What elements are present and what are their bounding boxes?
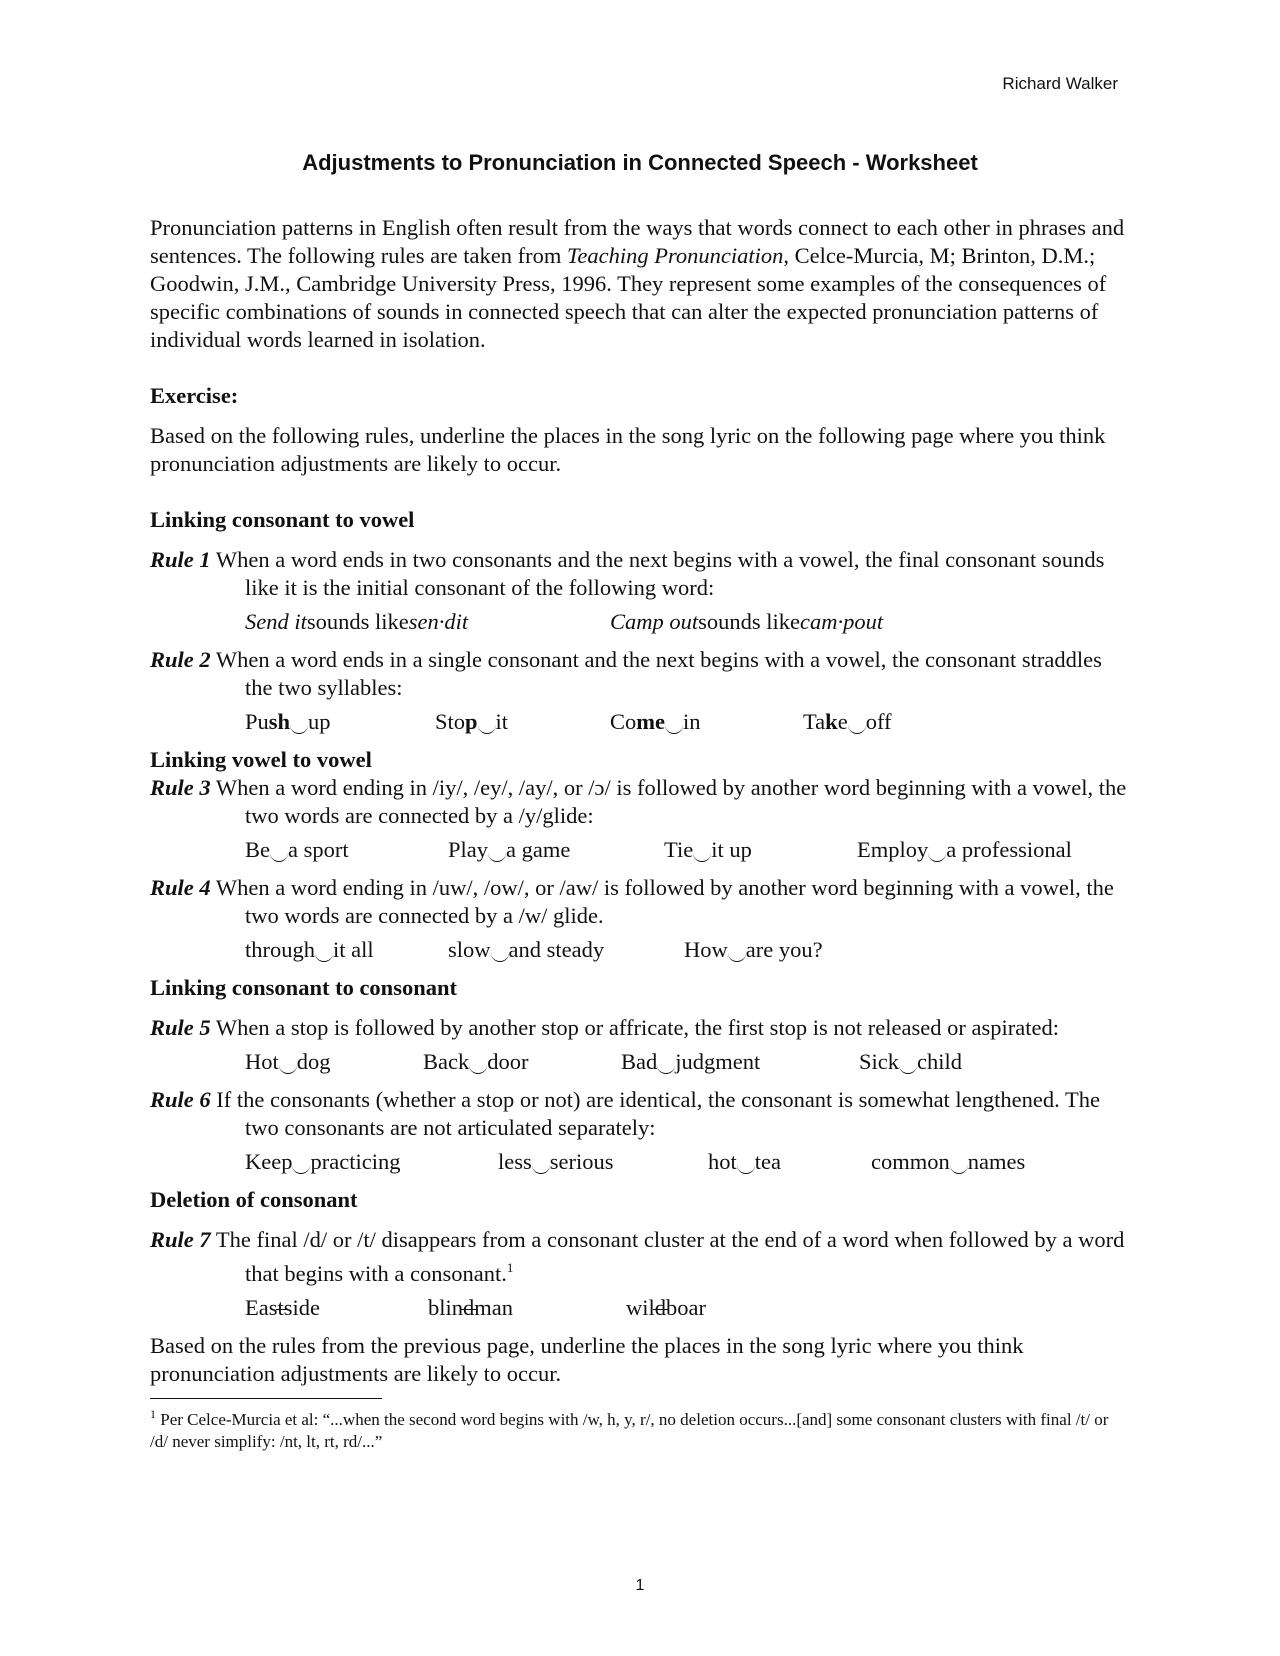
rule-6-examples (150, 1148, 1130, 1176)
rule-label: Rule 2 (150, 647, 211, 672)
rule-text: When a word ends in a single consonant and the next begins with a vowel, the consonant straddles the two syllables: (210, 647, 1102, 700)
link-mark (848, 717, 866, 729)
deleted-letter: t (277, 1295, 284, 1320)
link-mark (665, 717, 683, 729)
rule-text: When a stop is followed by another stop or affricate, the first stop is not released or aspirated: (210, 1015, 1059, 1040)
link-mark (657, 1057, 675, 1069)
example-part: blin (428, 1295, 464, 1320)
example-result: sen·dit (408, 609, 469, 634)
example (428, 1294, 626, 1322)
example-part: Employ (857, 837, 929, 862)
example (859, 1048, 962, 1076)
link-mark (532, 1157, 550, 1169)
example-connector: sounds like (306, 609, 409, 634)
example-part: Play (448, 837, 489, 862)
page-number: 1 (635, 1577, 645, 1594)
link-mark (693, 845, 711, 857)
example (448, 936, 684, 964)
link-mark (491, 945, 509, 957)
example-part: up (308, 709, 331, 734)
example-part: e (837, 709, 848, 734)
example-part: and steady (508, 937, 605, 962)
example-part: judgment (675, 1049, 761, 1074)
rule-5 (150, 1014, 1130, 1042)
example (245, 708, 435, 736)
rule-label: Rule 6 (150, 1087, 211, 1112)
rule-3 (150, 774, 1130, 830)
example (245, 1048, 423, 1076)
example-part: Co (610, 709, 637, 734)
rule-1 (150, 546, 1130, 602)
rule-1-examples (150, 608, 1130, 636)
deleted-letter: d (463, 1295, 475, 1320)
example-part: through (245, 937, 315, 962)
exercise-heading: Exercise: (150, 383, 239, 408)
example-part: a professional (946, 837, 1072, 862)
intro-text-2: , Celce-Murcia, M; Brinton, D.M.; Goodwin, J.M., Cambridge University Press, 1996. They represent some examples of the consequences of specific combinations of sounds in connected speech that can alter the expected pronunciation patterns of individual words learned in isolation. (150, 243, 1107, 352)
example-part: Back (423, 1049, 470, 1074)
example-part: Keep (245, 1149, 293, 1174)
rule-text: The final /d/ or /t/ disappears from a consonant cluster at the end of a word when followed by a word that begins with a consonant. (210, 1227, 1125, 1286)
example-part: Bad (621, 1049, 658, 1074)
example (610, 608, 883, 636)
example-part: it up (711, 837, 752, 862)
intro-paragraph (150, 214, 1130, 354)
example-part: Tie (664, 837, 694, 862)
link-mark (292, 1157, 310, 1169)
example (684, 936, 823, 964)
example-part: dog (296, 1049, 331, 1074)
section-heading: Linking consonant to vowel (150, 507, 415, 532)
rule-label: Rule 3 (150, 775, 211, 800)
link-mark (279, 1057, 297, 1069)
example-part: child (917, 1049, 963, 1074)
example (435, 708, 610, 736)
link-mark (728, 945, 746, 957)
example-part: Eas (245, 1295, 278, 1320)
rule-5-examples (150, 1048, 1130, 1076)
rule-text: If the consonants (whether a stop or not) are identical, the consonant is somewhat lengthened. The two consonants are not articulated separately: (210, 1087, 1100, 1140)
example-part: Pu (245, 709, 269, 734)
example (621, 1048, 859, 1076)
example-phrase: Camp out (610, 609, 699, 634)
link-mark (899, 1057, 917, 1069)
rule-4-examples (150, 936, 1130, 964)
example-part: it (495, 709, 509, 734)
rule-text: When a word ending in /uw/, /ow/, or /aw/ is followed by another word beginning with a vowel, the two words are connected by a /w/ glide. (210, 875, 1114, 928)
example-part: How (684, 937, 728, 962)
example-part: off (865, 709, 892, 734)
example-part: are you? (745, 937, 823, 962)
example (245, 1294, 428, 1322)
example-part: boar (666, 1295, 706, 1320)
example-part: door (487, 1049, 529, 1074)
section-heading: Deletion of consonant (150, 1187, 358, 1212)
example-part: less (498, 1149, 532, 1174)
rule-text: When a word ending in /iy/, /ey/, /ay/, or /ɔ/ is followed by another word beginning with a vowel, the two words are connected by a /y/glide: (210, 775, 1127, 828)
rule-4 (150, 874, 1130, 930)
link-mark (488, 845, 506, 857)
example-part: a sport (288, 837, 349, 862)
footnote-text: Per Celce-Murcia et al: “...when the second word begins with /w, h, y, r/, no deletion occurs...[and] some consonant clusters with final /t/ or /d/ never simplify: /nt, lt, rt, rd/...” (150, 1410, 1109, 1451)
link-mark (950, 1157, 968, 1169)
book-title: Teaching Pronunciation (566, 243, 784, 268)
rule-3-examples (150, 836, 1130, 864)
link-mark (469, 1057, 487, 1069)
page-title: Adjustments to Pronunciation in Connected Speech - Worksheet (302, 150, 978, 175)
example-part: man (474, 1295, 514, 1320)
example (708, 1148, 871, 1176)
example-phrase: Send it (245, 609, 307, 634)
example (423, 1048, 621, 1076)
example (448, 836, 664, 864)
rule-label: Rule 5 (150, 1015, 211, 1040)
rule-2-examples (150, 708, 1130, 736)
link-mark (737, 1157, 755, 1169)
example-part: side (283, 1295, 321, 1320)
example-part: common (871, 1149, 950, 1174)
footnote-divider (150, 1398, 382, 1399)
example (245, 836, 448, 864)
example-part: Ta (803, 709, 826, 734)
example-bold: me (636, 709, 665, 734)
section-heading: Linking consonant to consonant (150, 975, 457, 1000)
example (610, 708, 803, 736)
example-part: hot (708, 1149, 737, 1174)
example (245, 936, 448, 964)
example (803, 708, 892, 736)
footnote-number: 1 (150, 1407, 156, 1421)
example-part: practicing (310, 1149, 401, 1174)
rule-text: When a word ends in two consonants and the next begins with a vowel, the final consonant sounds like it is the initial consonant of the following word: (210, 547, 1105, 600)
rule-7 (150, 1226, 1130, 1288)
example-part: serious (549, 1149, 614, 1174)
example-connector: sounds like (698, 609, 801, 634)
example (245, 1148, 498, 1176)
example-bold: k (825, 709, 838, 734)
example (498, 1148, 708, 1176)
link-mark (315, 945, 333, 957)
example-part: Sto (435, 709, 466, 734)
example (626, 1294, 706, 1322)
footnote-ref: 1 (506, 1260, 514, 1275)
author-name: Richard Walker (1002, 74, 1118, 93)
example-part: Hot (245, 1049, 279, 1074)
example (245, 608, 610, 636)
example-part: Sick (859, 1049, 900, 1074)
example (871, 1148, 1025, 1176)
example-part: Be (245, 837, 270, 862)
rule-7-examples (150, 1294, 1130, 1322)
rule-label: Rule 7 (150, 1227, 211, 1252)
example (857, 836, 1072, 864)
rule-label: Rule 1 (150, 547, 211, 572)
link-mark (290, 717, 308, 729)
example-part: tea (754, 1149, 781, 1174)
link-mark (478, 717, 496, 729)
closing-paragraph: Based on the rules from the previous page, underline the places in the song lyric where you think pronunciation adjustments are likely to occur. (150, 1333, 1024, 1386)
link-mark (928, 845, 946, 857)
example-result: cam·pout (800, 609, 884, 634)
example-part: it all (333, 937, 374, 962)
example-part: slow (448, 937, 491, 962)
link-mark (270, 845, 288, 857)
rule-label: Rule 4 (150, 875, 211, 900)
example-part: names (967, 1149, 1026, 1174)
intro-text-1: Pronunciation patterns in English often result from the ways that words connect to each other in phrases and sentences. The following rules are taken from (150, 215, 1125, 268)
footnote (150, 1403, 1130, 1453)
example-bold: p (465, 709, 478, 734)
section-heading: Linking vowel to vowel (150, 747, 372, 772)
example-part: wil (626, 1295, 655, 1320)
example (664, 836, 857, 864)
example-bold: sh (268, 709, 291, 734)
rule-6 (150, 1086, 1130, 1142)
deleted-letter: d (654, 1295, 667, 1320)
rule-2 (150, 646, 1130, 702)
exercise-instructions: Based on the following rules, underline the places in the song lyric on the following page where you think pronunciation adjustments are likely to occur. (150, 423, 1106, 476)
example-part: in (683, 709, 701, 734)
document-body (150, 214, 1130, 1453)
example-part: a game (506, 837, 571, 862)
